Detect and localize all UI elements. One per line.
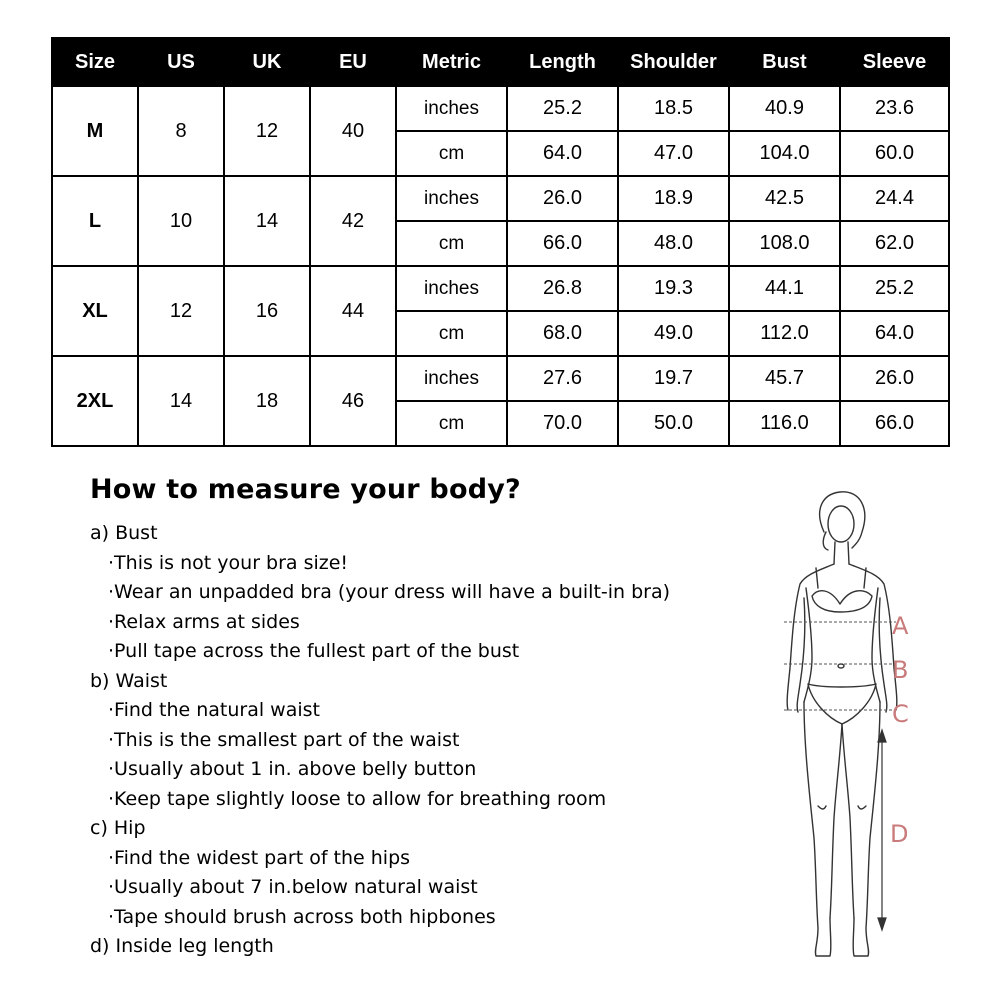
tip-item: ·Usually about 1 in. above belly button bbox=[108, 758, 477, 780]
sleeve-cell: 25.2 bbox=[840, 266, 949, 311]
sleeve-cell: 60.0 bbox=[840, 131, 949, 176]
header-eu: EU bbox=[310, 38, 396, 86]
shoulder-cell: 18.5 bbox=[618, 86, 729, 131]
header-us: US bbox=[138, 38, 224, 86]
length-cell: 64.0 bbox=[507, 131, 618, 176]
size-cell: M bbox=[52, 86, 138, 176]
metric-cell: cm bbox=[396, 311, 507, 356]
shoulder-cell: 49.0 bbox=[618, 311, 729, 356]
eu-cell: 40 bbox=[310, 86, 396, 176]
marker-b-label: B bbox=[892, 656, 909, 684]
guide-section-hip bbox=[90, 814, 740, 932]
header-metric: Metric bbox=[396, 38, 507, 86]
header-length: Length bbox=[507, 38, 618, 86]
sleeve-cell: 23.6 bbox=[840, 86, 949, 131]
bust-cell: 45.7 bbox=[729, 356, 840, 401]
length-cell: 25.2 bbox=[507, 86, 618, 131]
shoulder-cell: 19.7 bbox=[618, 356, 729, 401]
uk-cell: 16 bbox=[224, 266, 310, 356]
guide-section-inside-leg bbox=[90, 932, 740, 962]
metric-cell: cm bbox=[396, 131, 507, 176]
uk-cell: 12 bbox=[224, 86, 310, 176]
length-cell: 66.0 bbox=[507, 221, 618, 266]
metric-cell: inches bbox=[396, 176, 507, 221]
tip-item: ·Tape should brush across both hipbones bbox=[108, 905, 496, 928]
section-heading: a) Bust bbox=[90, 522, 158, 544]
length-cell: 26.0 bbox=[507, 176, 618, 221]
bust-cell: 42.5 bbox=[729, 176, 840, 221]
tip-item: ·Usually about 7 in.below natural waist bbox=[108, 876, 478, 898]
table-header-row bbox=[52, 38, 949, 86]
header-size: Size bbox=[52, 38, 138, 86]
eu-cell: 44 bbox=[310, 266, 396, 356]
marker-d-label: D bbox=[890, 820, 909, 848]
eu-cell: 46 bbox=[310, 356, 396, 446]
bust-cell: 108.0 bbox=[729, 221, 840, 266]
section-heading: d) Inside leg length bbox=[90, 935, 274, 957]
size-cell: XL bbox=[52, 266, 138, 356]
length-cell: 27.6 bbox=[507, 356, 618, 401]
shoulder-cell: 19.3 bbox=[618, 266, 729, 311]
metric-cell: inches bbox=[396, 356, 507, 401]
marker-a-label: A bbox=[892, 612, 909, 640]
tip-item: ·Find the natural waist bbox=[108, 699, 320, 721]
eu-cell: 42 bbox=[310, 176, 396, 266]
shoulder-cell: 50.0 bbox=[618, 401, 729, 446]
bust-cell: 112.0 bbox=[729, 311, 840, 356]
sleeve-cell: 26.0 bbox=[840, 356, 949, 401]
table-row bbox=[52, 176, 949, 221]
marker-c-label: C bbox=[892, 700, 909, 728]
section-heading: b) Waist bbox=[90, 669, 168, 692]
bust-cell: 116.0 bbox=[729, 401, 840, 446]
shoulder-cell: 48.0 bbox=[618, 221, 729, 266]
metric-cell: cm bbox=[396, 221, 507, 266]
body-measurement-figure bbox=[760, 488, 930, 968]
body-outline-illustration bbox=[760, 488, 930, 968]
guide-title: How to measure your body? bbox=[90, 474, 521, 505]
measure-guide bbox=[90, 474, 740, 962]
tip-item: ·Find the widest part of the hips bbox=[108, 846, 411, 869]
header-sleeve: Sleeve bbox=[840, 38, 949, 86]
sleeve-cell: 62.0 bbox=[840, 221, 949, 266]
size-cell: L bbox=[52, 176, 138, 266]
length-cell: 70.0 bbox=[507, 401, 618, 446]
metric-cell: cm bbox=[396, 401, 507, 446]
uk-cell: 14 bbox=[224, 176, 310, 266]
tip-item: ·Relax arms at sides bbox=[108, 610, 300, 633]
header-uk: UK bbox=[224, 38, 310, 86]
tip-item: ·This is the smallest part of the waist bbox=[108, 728, 460, 751]
bust-cell: 104.0 bbox=[729, 131, 840, 176]
header-bust: Bust bbox=[729, 38, 840, 86]
guide-section-waist bbox=[90, 667, 740, 815]
sleeve-cell: 66.0 bbox=[840, 401, 949, 446]
table-row bbox=[52, 86, 949, 131]
length-cell: 68.0 bbox=[507, 311, 618, 356]
bust-cell: 40.9 bbox=[729, 86, 840, 131]
metric-cell: inches bbox=[396, 266, 507, 311]
section-heading: c) Hip bbox=[90, 817, 146, 839]
tip-item: ·This is not your bra size! bbox=[108, 551, 349, 574]
sleeve-cell: 64.0 bbox=[840, 311, 949, 356]
us-cell: 8 bbox=[138, 86, 224, 176]
tip-item: ·Keep tape slightly loose to allow for breathing room bbox=[108, 787, 607, 810]
us-cell: 10 bbox=[138, 176, 224, 266]
size-chart-table bbox=[51, 37, 950, 447]
tip-item: ·Pull tape across the fullest part of the bust bbox=[108, 640, 520, 662]
shoulder-cell: 47.0 bbox=[618, 131, 729, 176]
us-cell: 12 bbox=[138, 266, 224, 356]
table-row bbox=[52, 356, 949, 401]
uk-cell: 18 bbox=[224, 356, 310, 446]
table-row bbox=[52, 266, 949, 311]
bust-cell: 44.1 bbox=[729, 266, 840, 311]
guide-section-bust bbox=[90, 519, 740, 667]
us-cell: 14 bbox=[138, 356, 224, 446]
metric-cell: inches bbox=[396, 86, 507, 131]
shoulder-cell: 18.9 bbox=[618, 176, 729, 221]
length-cell: 26.8 bbox=[507, 266, 618, 311]
size-cell: 2XL bbox=[52, 356, 138, 446]
header-shoulder: Shoulder bbox=[618, 38, 729, 86]
sleeve-cell: 24.4 bbox=[840, 176, 949, 221]
tip-item: ·Wear an unpadded bra (your dress will have a built-in bra) bbox=[108, 581, 671, 603]
